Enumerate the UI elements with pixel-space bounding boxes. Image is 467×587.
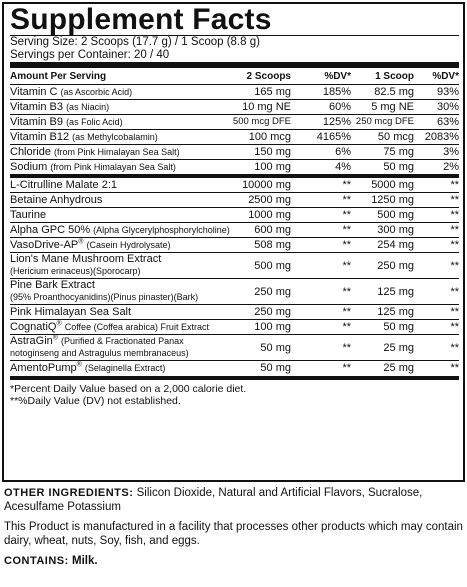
nutrient-name xyxy=(10,306,131,318)
header-dv-2: %DV* xyxy=(324,71,351,82)
nutrient-source: (Alpha Glycerylphosphorylcholine) xyxy=(93,225,230,235)
dv-2-scoops: ** xyxy=(342,286,351,298)
amount-1-scoop: 82.5 mg xyxy=(374,86,414,98)
amount-2-scoops: 1000 mg xyxy=(248,209,291,221)
nutrient-source: (from Pink Himalayan Sea Salt) xyxy=(50,162,176,172)
amount-2-scoops: 250 mg xyxy=(254,286,291,298)
registered-mark: ® xyxy=(78,238,84,246)
amount-2-scoops: 150 mg xyxy=(254,146,291,158)
dv-1-scoop: ** xyxy=(450,342,459,354)
amount-1-scoop: 125 mg xyxy=(377,306,414,318)
amount-2-scoops: 508 mg xyxy=(254,239,291,251)
table-row xyxy=(10,223,459,238)
nutrient-detail: (95% Proanthocyanidins)(Pinus pinaster)(Bark) xyxy=(10,292,199,302)
nutrient-source: (Selaginella Extract) xyxy=(84,363,166,373)
supplement-facts-panel xyxy=(2,2,465,482)
contains-label: CONTAINS: xyxy=(4,555,69,567)
amount-1-scoop: 50 mg xyxy=(383,161,414,173)
nutrient-source: (as Niacin) xyxy=(66,102,110,112)
dv-1-scoop: 63% xyxy=(436,116,459,128)
amount-1-scoop: 50 mg xyxy=(383,321,414,333)
amount-2-scoops: 500 mg xyxy=(254,260,291,272)
nutrient-detail: (Hericium erinaceus)(Sporocarp) xyxy=(10,266,141,276)
dv-2-scoops: ** xyxy=(342,224,351,236)
nutrient-name xyxy=(10,161,176,173)
table-row xyxy=(10,85,459,100)
nutrient-label: Vitamin B3 xyxy=(10,101,63,113)
table-row xyxy=(10,160,459,175)
dv-1-scoop: ** xyxy=(450,286,459,298)
table-row xyxy=(10,238,459,253)
amount-1-scoop: 250 mcg DFE xyxy=(355,116,414,127)
table-row xyxy=(10,145,459,160)
amount-1-scoop: 50 mcg xyxy=(377,131,414,143)
amount-2-scoops: 100 mg xyxy=(254,321,291,333)
dv-2-scoops: 185% xyxy=(322,86,351,98)
nutrient-source: (as Methylcobalamin) xyxy=(72,132,158,142)
dv-1-scoop: ** xyxy=(450,260,459,272)
registered-mark: ® xyxy=(52,334,58,342)
nutrient-label: Taurine xyxy=(10,209,47,221)
header-1-scoop: 1 Scoop xyxy=(375,71,414,82)
dv-1-scoop: ** xyxy=(450,224,459,236)
nutrient-label: Vitamin B12 xyxy=(10,131,70,143)
nutrient-name xyxy=(10,146,180,158)
amount-1-scoop: 500 mg xyxy=(377,209,414,221)
dv-2-scoops: ** xyxy=(342,306,351,318)
dv-2-scoops: ** xyxy=(342,362,351,374)
contains-statement xyxy=(4,554,466,568)
header-2-scoops: 2 Scoops xyxy=(246,71,291,82)
nutrient-label: VasoDrive-AP xyxy=(10,239,79,251)
facility-statement: This Product is manufactured in a facility that processes other products which may contain dairy, wheat, nuts, Soy, fish, and eggs. xyxy=(4,521,463,547)
dv-2-scoops: ** xyxy=(342,209,351,221)
nutrient-label: Pine Bark Extract xyxy=(10,279,95,291)
table-row xyxy=(10,253,459,279)
dv-2-scoops: ** xyxy=(342,239,351,251)
dv-2-scoops: ** xyxy=(342,194,351,206)
dv-1-scoop: ** xyxy=(450,239,459,251)
ingredient-rows xyxy=(10,178,459,376)
nutrient-detail: notoginseng and Astragulus membranaceus) xyxy=(10,348,189,358)
amount-1-scoop: 5 mg NE xyxy=(371,101,414,113)
amount-2-scoops: 10000 mg xyxy=(242,179,291,191)
amount-1-scoop: 75 mg xyxy=(383,146,414,158)
dv-2-scoops: 125% xyxy=(322,116,351,128)
nutrient-label: Betaine Anhydrous xyxy=(10,194,103,206)
amount-1-scoop: 300 mg xyxy=(377,224,414,236)
nutrient-name xyxy=(10,279,198,303)
other-ingredients-text: Silicon Dioxide, Natural and Artificial Flavors, Sucralose, Acesulfame Potassium xyxy=(4,487,423,513)
dv-1-scoop: 2% xyxy=(443,161,459,173)
servings-per-container: Servings per Container: 20 / 40 xyxy=(10,49,170,61)
nutrient-name xyxy=(10,86,132,98)
nutrient-label: Pink Himalayan Sea Salt xyxy=(10,306,132,318)
amount-2-scoops: 500 mcg DFE xyxy=(232,116,291,127)
nutrient-label: Lion's Mane Mushroom Extract xyxy=(10,253,162,265)
dv-1-scoop: 30% xyxy=(436,101,459,113)
nutrient-name xyxy=(10,335,189,359)
nutrient-label: Chloride xyxy=(10,146,51,158)
nutrient-source: (Casein Hydrolysate) xyxy=(86,240,171,250)
dv-1-scoop: ** xyxy=(450,321,459,333)
nutrient-source: (Purified & Fractionated Panax xyxy=(61,336,184,346)
footnote-not-established: **%Daily Value (DV) not established. xyxy=(10,395,181,407)
nutrient-name xyxy=(10,224,230,236)
table-row xyxy=(10,193,459,208)
nutrient-source: (as Ascorbic Acid) xyxy=(60,87,133,97)
table-row xyxy=(10,115,459,130)
dv-2-scoops: ** xyxy=(342,260,351,272)
nutrient-source: (as Folic Acid) xyxy=(66,117,123,127)
amount-2-scoops: 100 mg xyxy=(254,161,291,173)
table-row xyxy=(10,100,459,115)
registered-mark: ® xyxy=(76,361,82,369)
dv-1-scoop: ** xyxy=(450,362,459,374)
column-header-row xyxy=(10,68,459,84)
amount-2-scoops: 10 mg NE xyxy=(242,101,291,113)
amount-1-scoop: 250 mg xyxy=(377,260,414,272)
amount-2-scoops: 50 mg xyxy=(260,342,291,354)
footnote-daily-value: *Percent Daily Value based on a 2,000 calorie diet. xyxy=(10,383,247,395)
amount-2-scoops: 165 mg xyxy=(254,86,291,98)
table-row xyxy=(10,208,459,223)
other-ingredients xyxy=(4,486,466,514)
amount-1-scoop: 25 mg xyxy=(383,342,414,354)
amount-1-scoop: 25 mg xyxy=(383,362,414,374)
nutrient-label: CognatiQ xyxy=(10,321,57,333)
nutrient-name xyxy=(10,209,46,221)
amount-2-scoops: 2500 mg xyxy=(248,194,291,206)
dv-2-scoops: 4% xyxy=(335,161,351,173)
nutrient-name xyxy=(10,194,102,206)
nutrient-label: Vitamin C xyxy=(10,86,58,98)
dv-2-scoops: 60% xyxy=(328,101,351,113)
nutrient-source: (from Pink Himalayan Sea Salt) xyxy=(54,147,180,157)
serving-size: Serving Size: 2 Scoops (17.7 g) / 1 Scoop (8.8 g) xyxy=(10,36,260,48)
dv-1-scoop: ** xyxy=(450,306,459,318)
table-row xyxy=(10,320,459,335)
other-ingredients-label: OTHER INGREDIENTS: xyxy=(4,487,134,499)
nutrient-name xyxy=(10,321,209,333)
dv-1-scoop: 3% xyxy=(443,146,459,158)
table-row xyxy=(10,305,459,320)
table-row xyxy=(10,335,459,361)
nutrient-source: Coffee (Coffea arabica) Fruit Extract xyxy=(64,322,209,332)
label-text-below xyxy=(4,486,466,574)
amount-1-scoop: 125 mg xyxy=(377,286,414,298)
dv-2-scoops: 6% xyxy=(335,146,351,158)
dv-1-scoop: 2083% xyxy=(424,131,459,143)
nutrient-label: AstraGin xyxy=(10,335,53,347)
dv-2-scoops: ** xyxy=(342,321,351,333)
dv-1-scoop: ** xyxy=(450,194,459,206)
nutrient-label: AmentoPump xyxy=(10,362,77,374)
nutrient-label: Vitamin B9 xyxy=(10,116,63,128)
amount-1-scoop: 1250 mg xyxy=(371,194,414,206)
nutrient-name xyxy=(10,116,123,128)
nutrient-label: Alpha GPC 50% xyxy=(10,224,91,236)
dv-1-scoop: ** xyxy=(450,179,459,191)
divider-thick xyxy=(10,376,459,380)
nutrient-name xyxy=(10,239,171,251)
table-row xyxy=(10,130,459,145)
amount-1-scoop: 5000 mg xyxy=(371,179,414,191)
header-amount-per-serving: Amount Per Serving xyxy=(10,71,107,82)
contains-value: Milk. xyxy=(72,555,98,567)
amount-2-scoops: 50 mg xyxy=(260,362,291,374)
nutrient-name xyxy=(10,101,109,113)
dv-1-scoop: 93% xyxy=(436,86,459,98)
nutrient-label: Sodium xyxy=(10,161,48,173)
nutrient-name xyxy=(10,253,161,277)
nutrient-name xyxy=(10,362,165,374)
dv-2-scoops: 4165% xyxy=(316,131,351,143)
amount-2-scoops: 100 mcg xyxy=(248,131,291,143)
vitamin-rows xyxy=(10,85,459,175)
table-row xyxy=(10,279,459,305)
table-row xyxy=(10,178,459,193)
panel-title: Supplement Facts xyxy=(10,3,272,36)
header-dv-1: %DV* xyxy=(432,71,459,82)
registered-mark: ® xyxy=(56,320,62,328)
amount-2-scoops: 250 mg xyxy=(254,306,291,318)
nutrient-name xyxy=(10,131,158,143)
amount-1-scoop: 254 mg xyxy=(377,239,414,251)
dv-1-scoop: ** xyxy=(450,209,459,221)
dv-2-scoops: ** xyxy=(342,342,351,354)
dv-2-scoops: ** xyxy=(342,179,351,191)
nutrient-label: L-Citrulline Malate 2:1 xyxy=(10,179,117,191)
table-row xyxy=(10,361,459,376)
nutrient-name xyxy=(10,179,117,191)
amount-2-scoops: 600 mg xyxy=(254,224,291,236)
